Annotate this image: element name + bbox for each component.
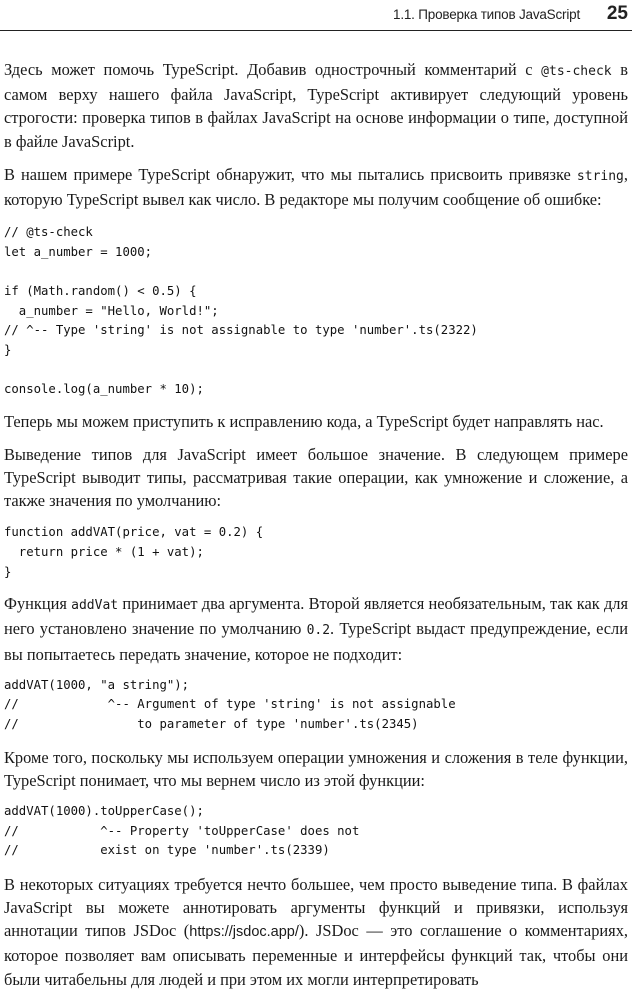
inline-code-ts-check: @ts-check <box>541 64 612 79</box>
page-body <box>4 58 628 991</box>
jsdoc-link[interactable]: https://jsdoc.app/ <box>189 924 299 941</box>
page-header <box>0 0 632 31</box>
code-block-ts-check: // @ts-check let a_number = 1000; if (Math.random() < 0.5) { a_number = "Hello, World!"; // ^-- Type 'string' is not assignable to type 'number'.ts(2322) } console.log(a_number * 10); <box>4 225 478 396</box>
inline-code-addvat: addVat <box>71 598 119 614</box>
code-block-argument-error: addVAT(1000, "a string"); // ^-- Argument of type 'string' is not assignable // to parameter of type 'number'.ts(2345) <box>4 677 456 731</box>
paragraph-type-inference: Выведение типов для JavaScript имеет большое значение. В следующем примере TypeScript выводит типы, рассматривая такие операции, как умножение и сложение, а также значения по умолчанию: <box>4 444 628 511</box>
paragraph-example-error: В нашем примере TypeScript обнаружит, что мы пытались присвоить привязке string, которую TypeScript вывел как число. В редакторе мы получим сообщение об ошибке: <box>4 164 628 210</box>
paragraph-jsdoc: В некоторых ситуациях требуется нечто большее, чем просто выведение типа. В файлах JavaScript вы можете аннотировать аргументы функций и привязки, используя аннотации типов JSDoc (https://jsdoc.app/). JSDoc — это соглашение о комментариях, которое позволяет вам описывать переменные и интерфейсы функций так, чтобы они были читабельны для людей и при этом их могли интерпретировать <box>4 874 628 989</box>
page-number: 25 <box>606 3 628 24</box>
code-block-addvat: function addVAT(price, vat = 0.2) { return price * (1 + vat); } <box>4 525 264 579</box>
paragraph-return-number: Кроме того, поскольку мы используем операции умножения и сложения в теле функции, TypeScript понимает, что мы вернем число из этой функции: <box>4 747 628 790</box>
inline-code-string: string <box>576 168 624 184</box>
paragraph-addvat-args: Функция addVat принимает два аргумента. Второй является необязательным, так как для него установлено значение по умолчанию 0.2. TypeScript выдаст предупреждение, если вы попытаетесь передать значение, которое не подходит: <box>4 594 629 664</box>
paragraph-ts-check-intro: Здесь может помочь TypeScript. Добавив однострочный комментарий с @ts-check в самом верху нашего файла JavaScript, TypeScript активирует следующий уровень строгости: проверка типов в файлах JavaScript на основе информации о типе, доступной в файле JavaScript. <box>4 60 628 151</box>
running-section-title: 1.1. Проверка типов JavaScript <box>393 7 580 22</box>
inline-code-default-value: 0.2 <box>306 623 331 639</box>
paragraph-fix-code: Теперь мы можем приступить к исправлению кода, а TypeScript будет направлять нас. <box>4 411 604 431</box>
code-block-property-error: addVAT(1000).toUpperCase(); // ^-- Property 'toUpperCase' does not // exist on type 'number'.ts(2339) <box>4 803 360 858</box>
